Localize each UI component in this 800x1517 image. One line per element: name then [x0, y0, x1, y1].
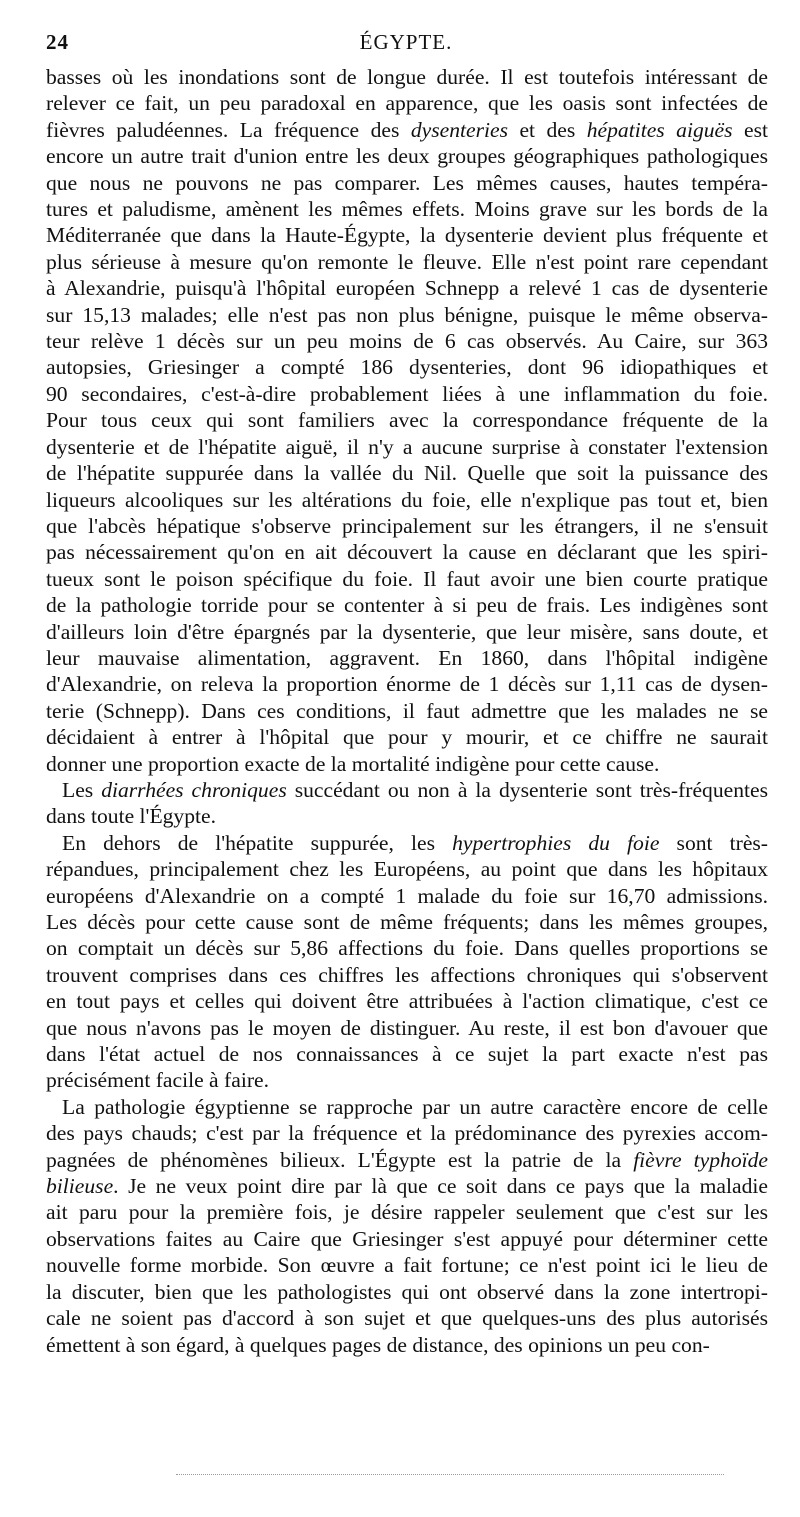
text-run: pagnées de phénomènes bilieux. L'Égypte est la patrie de la: [46, 1147, 634, 1172]
text-line: [46, 645, 768, 671]
text-line: [46, 1094, 768, 1120]
text-line: [46, 143, 768, 169]
text-run: répandues, principalement chez les Européens, au point que dans les hôpitaux: [46, 857, 768, 882]
text-run: Les: [62, 777, 102, 802]
text-run: encore un autre trait d'union entre les deux groupes géographiques pathologiques: [46, 144, 768, 169]
text-run: plus sérieuse à mesure qu'on remonte le fleuve. Elle n'est point rare cependant: [46, 249, 768, 274]
text-line: [46, 698, 768, 724]
text-line: [46, 1041, 768, 1067]
text-line: [46, 513, 768, 539]
text-run: cale ne soient pas d'accord à son sujet et que quelques-uns des plus autorisés: [46, 1306, 768, 1331]
italic-term: dysenteries: [410, 117, 508, 142]
text-line: [46, 1173, 768, 1199]
text-run: de la pathologie torride pour se contenter à si peu de frais. Les indigènes sont: [46, 593, 768, 618]
body-text: [46, 64, 768, 1358]
text-run: tures et paludisme, amènent les mêmes effets. Moins grave sur les bords de la: [46, 197, 768, 222]
text-run: Méditerranée que dans la Haute-Égypte, la dysenterie devient plus fréquente et: [46, 223, 768, 248]
text-line: [46, 196, 768, 222]
text-run: observations faites au Caire que Griesinger s'est appuyé pour déterminer cette: [46, 1226, 768, 1251]
text-run: d'Alexandrie, on releva la proportion énorme de 1 décès sur 1,11 cas de dysen-: [46, 672, 768, 697]
page-header: [46, 30, 766, 60]
text-line: [46, 539, 768, 565]
text-run: pas nécessairement qu'on en ait découvert la cause en déclarant que les spiri-: [46, 540, 768, 565]
text-run: en tout pays et celles qui doivent être attribuées à l'action climatique, c'est ce: [46, 989, 768, 1014]
text-run: autopsies, Griesinger a compté 186 dysenteries, dont 96 idiopathiques et: [46, 355, 768, 380]
text-line: [46, 1199, 768, 1225]
text-run: que nous ne pouvons ne pas comparer. Les mêmes causes, hautes tempéra-: [46, 170, 768, 195]
text-line: [46, 566, 768, 592]
paragraph: [46, 830, 768, 1094]
text-run: leur mauvaise alimentation, aggravent. En 1860, dans l'hôpital indigène: [46, 645, 768, 670]
text-run: des pays chauds; c'est par la fréquence et la prédominance des pyrexies accom-: [46, 1121, 768, 1146]
text-run: émettent à son égard, à quelques pages de distance, des opinions un peu con-: [46, 1332, 710, 1357]
text-run: Les décès pour cette cause sont de même fréquents; dans les mêmes groupes,: [46, 910, 768, 934]
text-run: succédant ou non à la dysenterie sont très-fréquentes: [286, 777, 769, 802]
text-run: la discuter, bien que les pathologistes qui ont observé dans la zone intertropi-: [46, 1279, 768, 1304]
text-run: nouvelle forme morbide. Son œuvre a fait fortune; ce n'est point ici le lieu de: [46, 1253, 768, 1278]
text-run: européens d'Alexandrie on a compté 1 malade du foie sur 16,70 admissions.: [46, 883, 768, 908]
text-run: donner une proportion exacte de la mortalité indigène pour cette cause.: [46, 751, 660, 776]
text-line: [46, 170, 768, 196]
text-line: [46, 302, 768, 328]
text-line: [46, 1067, 768, 1093]
text-line: [46, 803, 768, 829]
text-line: [46, 751, 768, 777]
footer-rule: [176, 1474, 724, 1475]
text-line: [46, 883, 768, 909]
text-run: sont très-: [659, 830, 768, 855]
italic-term: hépatites aiguës: [586, 117, 733, 142]
italic-term: hypertrophies du foie: [452, 830, 660, 855]
text-line: [46, 830, 768, 856]
text-line: [46, 1332, 768, 1358]
paragraph: [46, 1094, 768, 1358]
paragraph: [46, 777, 768, 830]
text-line: [46, 1279, 768, 1305]
text-line: [46, 1252, 768, 1278]
text-line: [46, 1305, 768, 1331]
text-line: [46, 407, 768, 433]
text-run: sur 15,13 malades; elle n'est pas non plus bénigne, puisque le même observa-: [46, 302, 768, 327]
text-run: on comptait un décès sur 5,86 affections du foie. Dans quelles proportions se: [46, 936, 768, 961]
text-line: [46, 724, 768, 750]
text-run: tueux sont le poison spécifique du foie. Il faut avoir une bien courte pratique: [46, 566, 768, 591]
text-line: [46, 671, 768, 697]
text-run: . Je ne veux point dire par là que ce soit dans ce pays que la maladie: [113, 1174, 768, 1199]
text-run: décidaient à entrer à l'hôpital que pour y mourir, et ce chiffre ne saurait: [46, 725, 768, 750]
text-line: [46, 856, 768, 882]
text-run: que l'abcès hépatique s'observe principalement sur les étrangers, il ne s'ensuit: [46, 513, 768, 538]
text-line: [46, 619, 768, 645]
page-number: 24: [46, 30, 69, 54]
text-line: [46, 64, 768, 90]
text-line: [46, 222, 768, 248]
text-run: de l'hépatite suppurée dans la vallée du Nil. Quelle que soit la puissance des: [46, 461, 768, 486]
text-line: [46, 354, 768, 380]
text-run: précisément facile à faire.: [46, 1068, 269, 1093]
text-run: La pathologie égyptienne se rapproche par un autre caractère encore de celle: [62, 1094, 768, 1119]
text-run: à Alexandrie, puisqu'à l'hôpital européen Schnepp a relevé 1 cas de dysenterie: [46, 276, 768, 301]
text-line: [46, 1015, 768, 1041]
text-run: dysenterie et de l'hépatite aiguë, il n'y a aucune surprise à constater l'extension: [46, 434, 768, 459]
text-run: et des: [507, 117, 587, 142]
text-line: [46, 249, 768, 275]
text-run: trouvent comprises dans ces chiffres les affections chroniques qui s'observent: [46, 962, 768, 987]
text-line: [46, 962, 768, 988]
text-run: que nous n'avons pas le moyen de distinguer. Au reste, il est bon d'avouer que: [46, 1015, 768, 1040]
text-run: fièvres paludéennes. La fréquence des: [46, 117, 411, 142]
text-run: dans toute l'Égypte.: [46, 804, 217, 829]
text-line: [46, 1226, 768, 1252]
text-line: [46, 275, 768, 301]
text-line: [46, 90, 768, 116]
text-run: dans l'état actuel de nos connaissances à ce sujet la part exacte n'est pas: [46, 1042, 768, 1067]
text-line: [46, 1120, 768, 1146]
text-line: [46, 935, 768, 961]
text-run: basses où les inondations sont de longue durée. Il est toutefois intéressant de: [46, 65, 768, 89]
paragraph: [46, 64, 768, 777]
text-run: relever ce fait, un peu paradoxal en apparence, que les oasis sont infectées de: [46, 91, 768, 116]
text-line: [46, 777, 768, 803]
text-run: En dehors de l'hépatite suppurée, les: [62, 830, 453, 855]
text-run: ait paru pour la première fois, je désire rappeler seulement que c'est sur les: [46, 1200, 768, 1225]
running-title: ÉGYPTE.: [359, 30, 453, 54]
text-line: [46, 1147, 768, 1173]
text-line: [46, 328, 768, 354]
text-line: [46, 487, 768, 513]
text-run: terie (Schnepp). Dans ces conditions, il faut admettre que les malades ne se: [46, 698, 768, 723]
text-run: est: [732, 117, 768, 142]
text-line: [46, 434, 768, 460]
text-line: [46, 592, 768, 618]
text-run: d'ailleurs loin d'être épargnés par la dysenterie, que leur misère, sans doute, et: [46, 619, 768, 644]
italic-term: bilieuse: [46, 1174, 114, 1199]
text-line: [46, 460, 768, 486]
text-run: teur relève 1 décès sur un peu moins de 6 cas observés. Au Caire, sur 363: [46, 329, 768, 354]
text-line: [46, 988, 768, 1014]
italic-term: diarrhées chroniques: [101, 777, 287, 802]
text-run: 90 secondaires, c'est-à-dire probablement liées à une inflammation du foie.: [46, 381, 768, 406]
text-line: [46, 381, 768, 407]
text-line: [46, 117, 768, 143]
italic-term: fièvre typhoïde: [633, 1147, 768, 1172]
text-run: Pour tous ceux qui sont familiers avec la correspondance fréquente de la: [46, 408, 768, 433]
text-line: [46, 909, 768, 935]
text-run: liqueurs alcooliques sur les altérations du foie, elle n'explique pas tout et, bien: [46, 487, 768, 512]
